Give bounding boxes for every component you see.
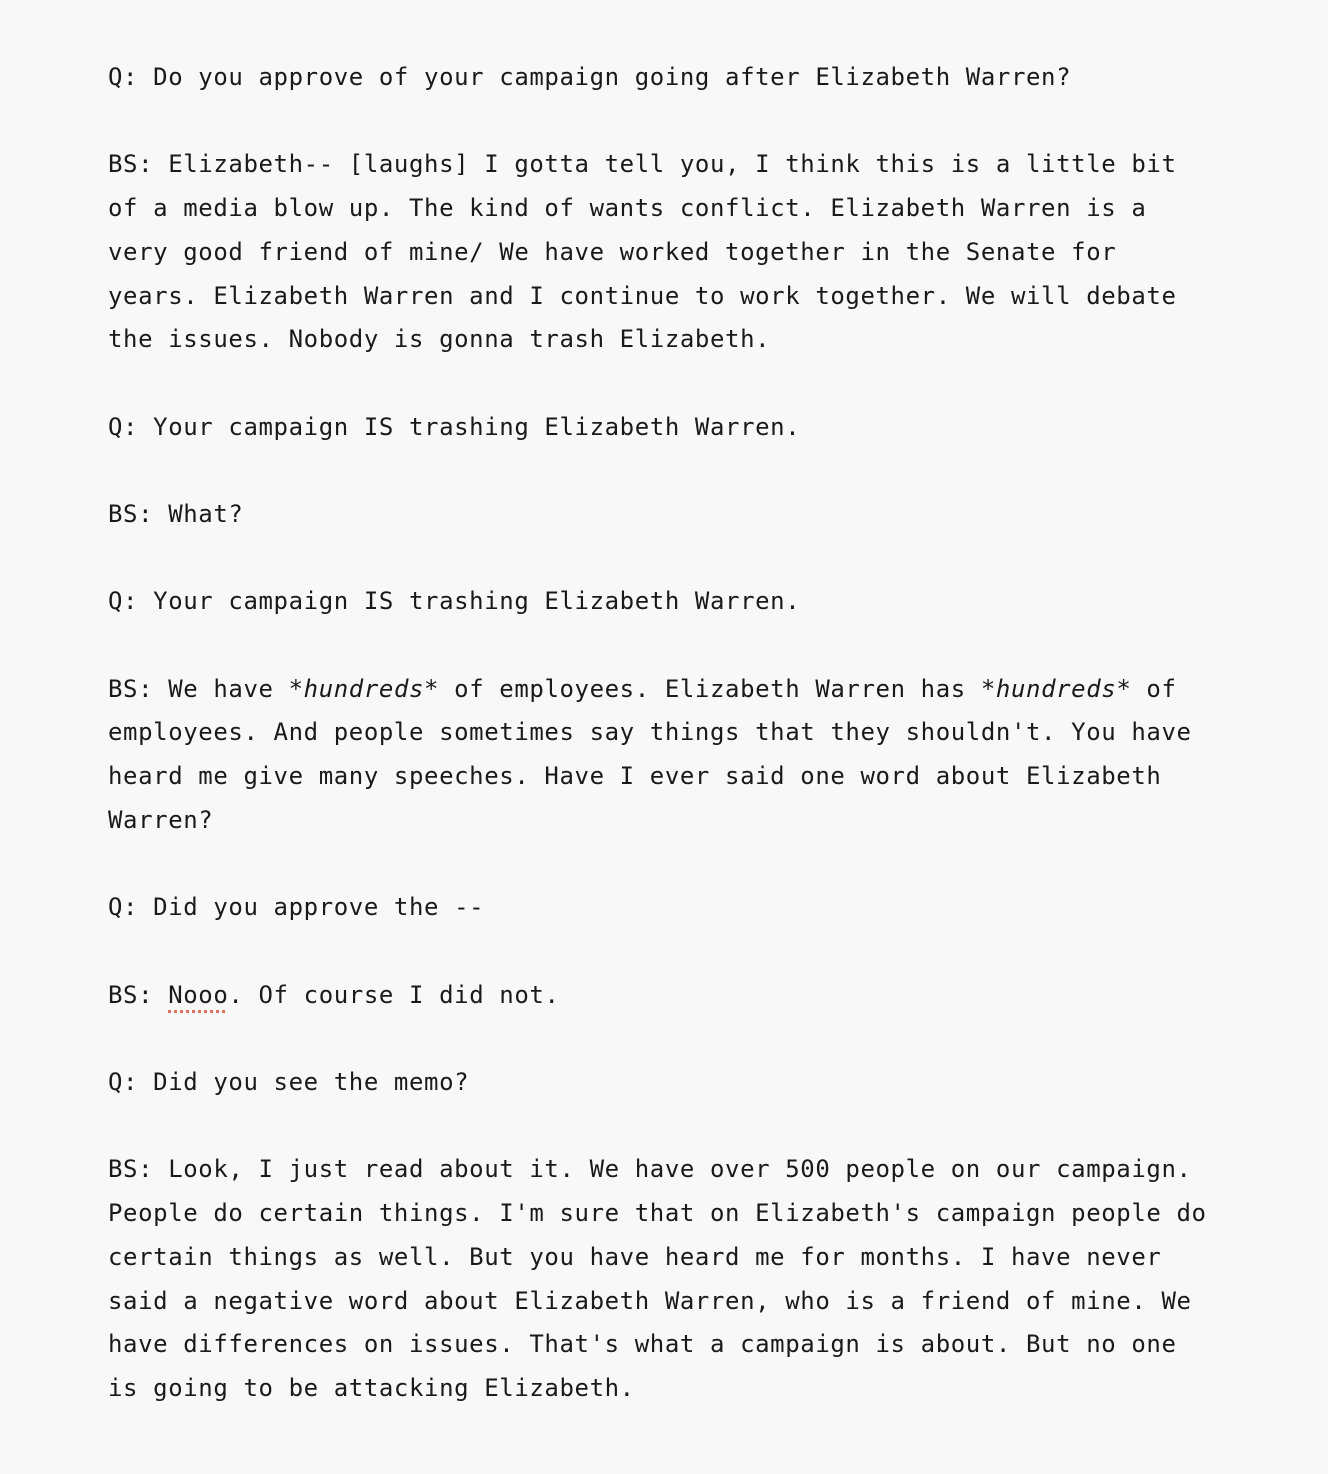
answer-paragraph: BS: Look, I just read about it. We have over 500 people on our campaign. People do certain things. I'm sure that on Elizabeth's campaign people do certain things as well. But you have heard me for months. I have never said a negative word about Elizabeth Warren, who is a friend of mine. We have differences on issues. That's what a campaign is about. But no one is going to be attacking Elizabeth. [108, 1155, 1207, 1402]
answer-paragraph: BS: Elizabeth-- [laughs] I gotta tell you, I think this is a little bit of a media blow up. The kind of wants conflict. Elizabeth Warren is a very good friend of mine/ We have worked together in the Senate for years. Elizabeth Warren and I continue to work together. We will debate the issues. Nobody is gonna trash Elizabeth. [108, 150, 1177, 354]
answer-paragraph [108, 668, 1208, 843]
emphasis-text: *hundreds* [288, 674, 440, 703]
question-paragraph: Q: Do you approve of your campaign going after Elizabeth Warren? [108, 63, 1072, 91]
answer-text: BS: [108, 980, 169, 1009]
answer-text: of employees. Elizabeth Warren has [439, 674, 981, 703]
question-paragraph: Q: Your campaign IS trashing Elizabeth Warren. [108, 412, 801, 441]
question-paragraph: Q: Did you approve the -- [108, 893, 485, 922]
question-paragraph: Q: Your campaign IS trashing Elizabeth Warren. [108, 587, 801, 616]
answer-text: BS: We have [108, 674, 289, 703]
emphasis-text: *hundreds* [980, 674, 1132, 703]
answer-text: of employees. And people sometimes say things that they shouldn't. You have heard me give many speeches. Have I ever said one word about Elizabeth Warren? [108, 674, 1192, 834]
misspelled-word[interactable]: Nooo [168, 980, 229, 1009]
question-paragraph: Q: Did you see the memo? [108, 1068, 470, 1097]
answer-text: . Of course I did not. [228, 980, 560, 1009]
transcript-document[interactable] [108, 56, 1208, 1454]
answer-paragraph: BS: What? [108, 499, 244, 528]
answer-paragraph [108, 974, 1208, 1018]
